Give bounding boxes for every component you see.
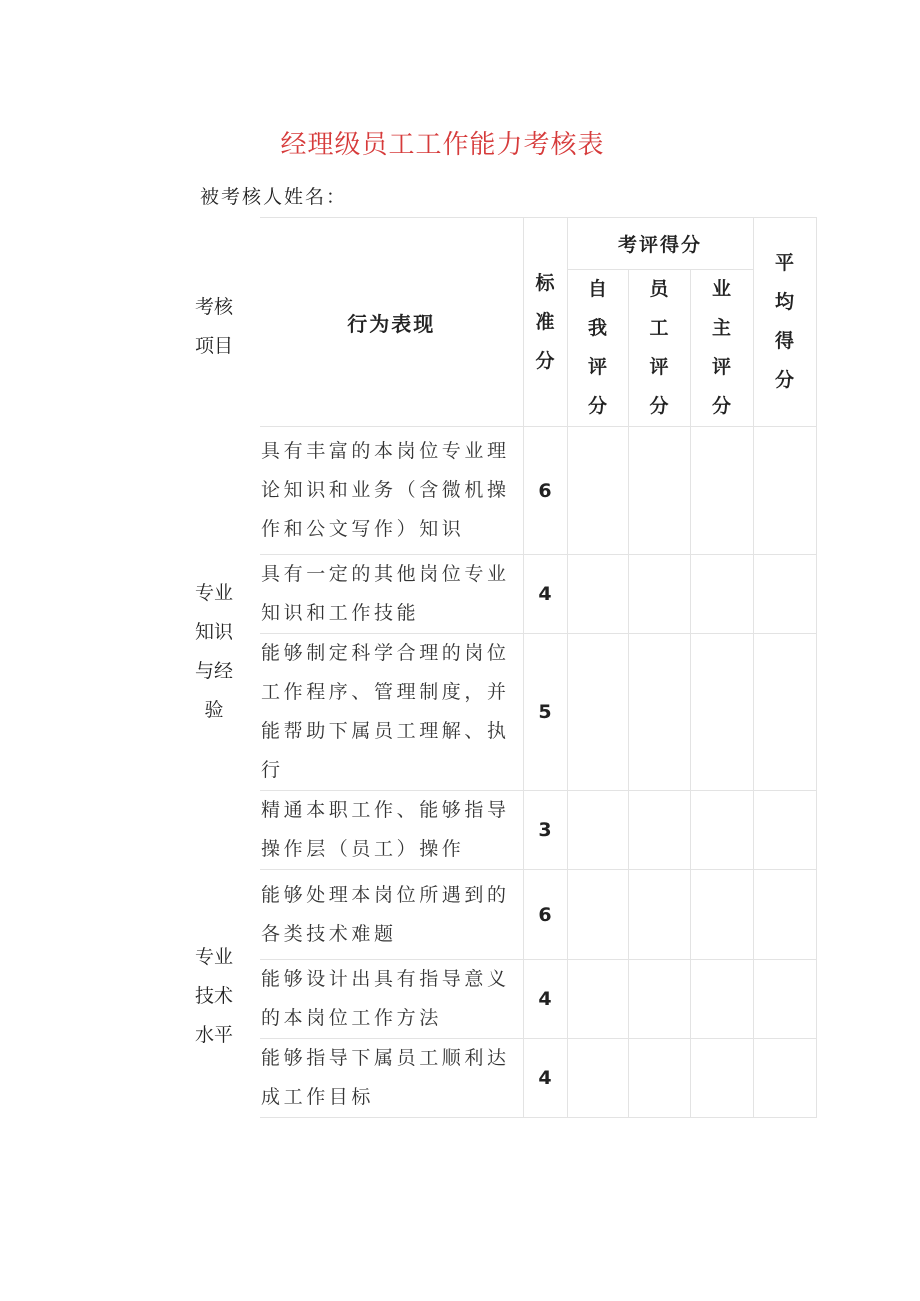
header-average-score: 平 均 得 分 [753,218,816,427]
header-assessment-item: 考核 项目 [194,296,233,357]
behavior-cell: 能够处理本岗位所遇到的各类技术难题 [260,870,523,960]
table-row [260,791,816,870]
standard-score-cell: 3 [523,791,567,870]
owner-score-cell[interactable] [690,960,753,1039]
header-self-score: 自 我 评 分 [567,270,628,427]
self-score-cell[interactable] [567,960,628,1039]
behavior-cell: 能够设计出具有指导意义的本岗位工作方法 [260,960,523,1039]
header-evaluation-score: 考评得分 [567,218,753,270]
self-score-cell[interactable] [567,427,628,555]
average-score-cell[interactable] [753,634,816,791]
header-behavior: 行为表现 [260,218,523,427]
owner-score-cell[interactable] [690,634,753,791]
self-score-cell[interactable] [567,634,628,791]
average-score-cell[interactable] [753,870,816,960]
owner-score-cell[interactable] [690,870,753,960]
behavior-cell: 能够指导下属员工顺利达成工作目标 [260,1039,523,1118]
examinee-name-label: 被考核人姓名： [200,186,348,208]
average-score-cell[interactable] [753,555,816,634]
standard-score-cell: 4 [523,960,567,1039]
average-score-cell[interactable] [753,427,816,555]
table-row [260,555,816,634]
average-score-cell[interactable] [753,1039,816,1118]
behavior-cell: 具有丰富的本岗位专业理论知识和业务（含微机操作和公文写作）知识 [260,427,523,555]
staff-score-cell[interactable] [628,1039,690,1118]
section-label-technical: 专业 技术 水平 [194,946,233,1046]
table-row [260,960,816,1039]
standard-score-cell: 6 [523,427,567,555]
standard-score-cell: 4 [523,1039,567,1118]
standard-score-cell: 5 [523,634,567,791]
standard-score-cell: 6 [523,870,567,960]
section-label-knowledge: 专业 知识 与经 验 [194,582,233,721]
table-row [260,1039,816,1118]
self-score-cell[interactable] [567,791,628,870]
self-score-cell[interactable] [567,870,628,960]
document-title: 经理级员工工作能力考核表 [280,130,605,160]
table-row [260,870,816,960]
owner-score-cell[interactable] [690,555,753,634]
owner-score-cell[interactable] [690,1039,753,1118]
average-score-cell[interactable] [753,960,816,1039]
table-row [260,634,816,791]
standard-score-cell: 4 [523,555,567,634]
table-row [260,427,816,555]
header-owner-score: 业 主 评 分 [690,270,753,427]
behavior-cell: 精通本职工作、能够指导操作层（员工）操作 [260,791,523,870]
staff-score-cell[interactable] [628,870,690,960]
staff-score-cell[interactable] [628,555,690,634]
header-standard-score: 标 准 分 [523,218,567,427]
staff-score-cell[interactable] [628,791,690,870]
self-score-cell[interactable] [567,1039,628,1118]
staff-score-cell[interactable] [628,634,690,791]
behavior-cell: 能够制定科学合理的岗位工作程序、管理制度，并能帮助下属员工理解、执行 [260,634,523,791]
behavior-cell: 具有一定的其他岗位专业知识和工作技能 [260,555,523,634]
owner-score-cell[interactable] [690,791,753,870]
staff-score-cell[interactable] [628,960,690,1039]
assessment-table [260,217,817,1118]
header-staff-score: 员 工 评 分 [628,270,690,427]
average-score-cell[interactable] [753,791,816,870]
owner-score-cell[interactable] [690,427,753,555]
self-score-cell[interactable] [567,555,628,634]
staff-score-cell[interactable] [628,427,690,555]
